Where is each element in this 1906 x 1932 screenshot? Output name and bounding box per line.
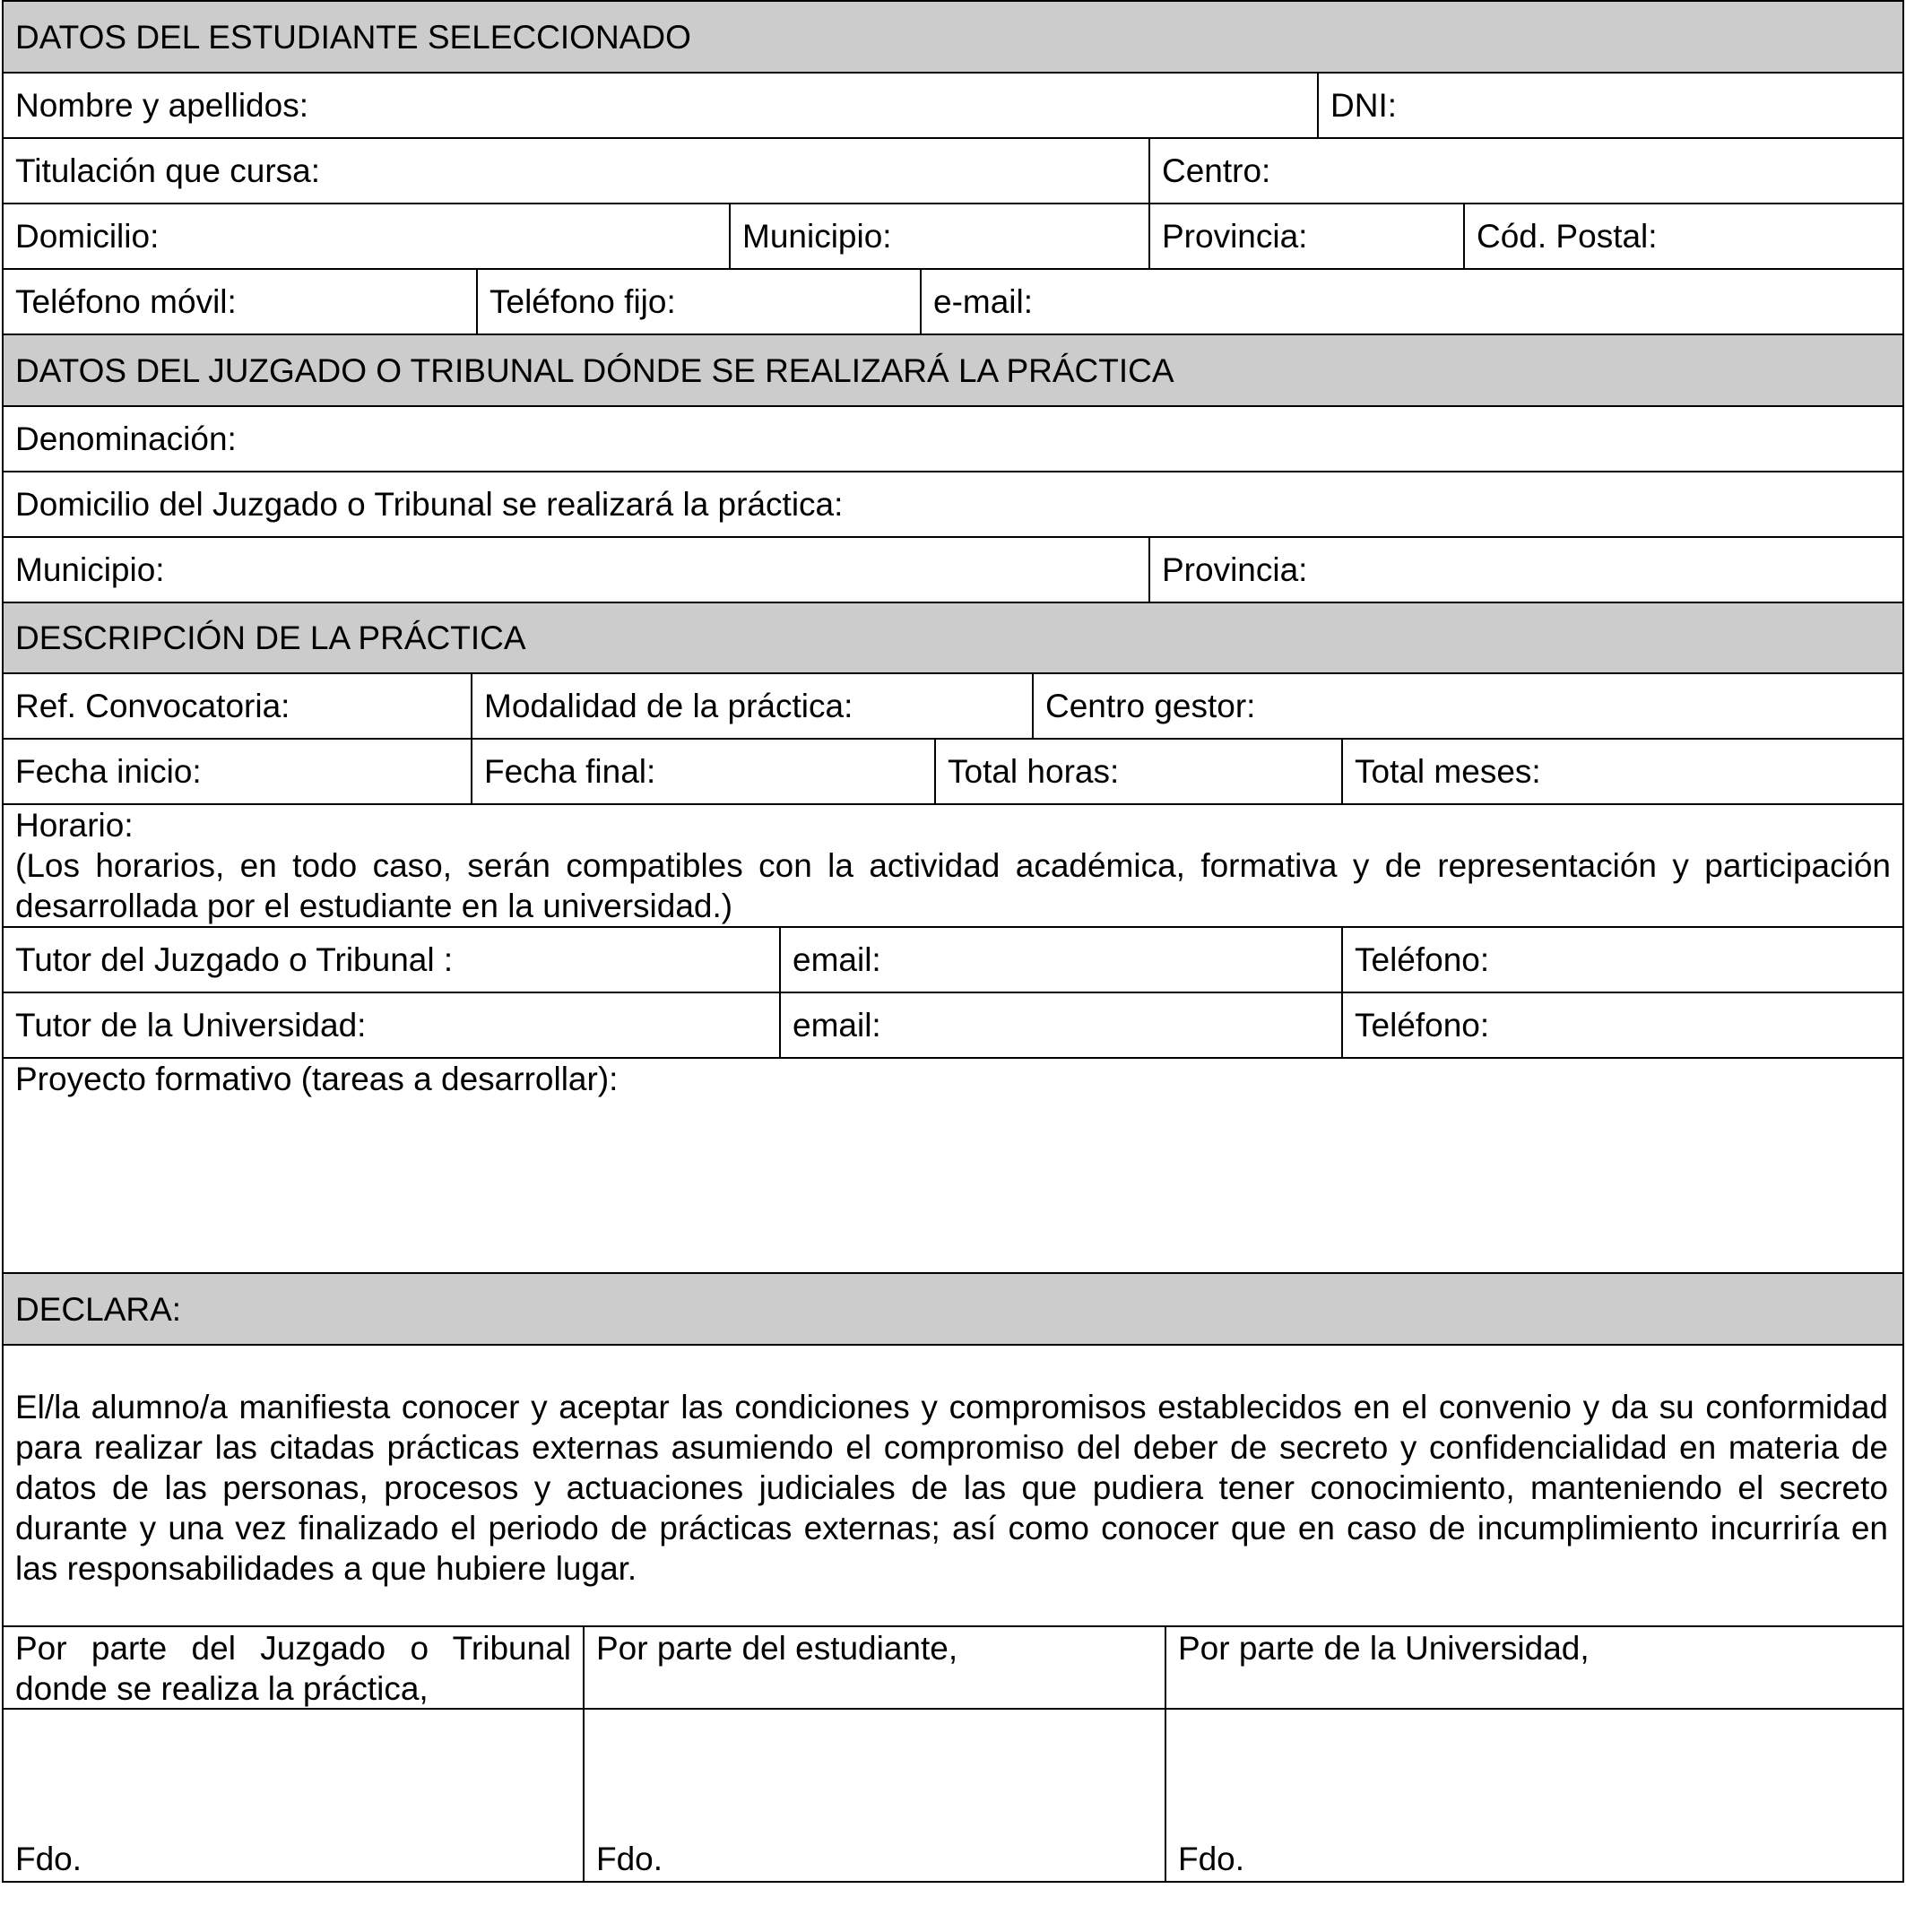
- signature-university-box[interactable]: [1165, 1708, 1904, 1881]
- student-landline-label: Teléfono fijo:: [489, 283, 676, 320]
- practice-project-label: Proyecto formativo (tareas a desarrollar):: [15, 1061, 619, 1097]
- student-name-label: Nombre y apellidos:: [15, 87, 308, 124]
- signature-university-label-cell: [1165, 1625, 1904, 1708]
- court-tutor-email-label: email:: [793, 941, 881, 978]
- student-mobile-field[interactable]: [2, 268, 476, 334]
- declaration-row: [2, 1344, 1904, 1625]
- student-row-address: [2, 203, 1904, 268]
- practice-schedule-text: [4, 805, 1902, 926]
- court-tutor-email-field[interactable]: [779, 926, 1341, 992]
- student-postal-code-field[interactable]: [1463, 203, 1904, 268]
- student-row-phones: [2, 268, 1904, 334]
- practice-total-hours-label: Total horas:: [948, 753, 1120, 790]
- practice-modality-field[interactable]: [471, 672, 1032, 738]
- student-section-title: DATOS DEL ESTUDIANTE SELECCIONADO: [15, 18, 691, 56]
- practice-row-dates: [2, 738, 1904, 803]
- court-municipality-field[interactable]: [2, 536, 1148, 602]
- practice-project-field[interactable]: [2, 1057, 1904, 1272]
- signature-boxes-row: [2, 1708, 1904, 1881]
- univ-tutor-phone-label: Teléfono:: [1355, 1007, 1490, 1044]
- practice-row-ref: [2, 672, 1904, 738]
- practice-start-date-label: Fecha inicio:: [15, 753, 202, 790]
- student-province-field[interactable]: [1148, 203, 1463, 268]
- practice-managing-center-field[interactable]: [1032, 672, 1904, 738]
- court-section-header: [2, 334, 1904, 405]
- student-mobile-label: Teléfono móvil:: [15, 283, 237, 320]
- practice-total-hours-field[interactable]: [934, 738, 1341, 803]
- court-tutor-phone-field[interactable]: [1341, 926, 1904, 992]
- student-email-label: e-mail:: [933, 283, 1034, 320]
- practice-schedule-note: (Los horarios, en todo caso, serán compatibles con la actividad académica, formativa y de representación y participación desarrollada por el estudiante en la universidad.): [15, 847, 1891, 924]
- court-row-denomination: [2, 405, 1904, 471]
- signature-university-label: Por parte de la Universidad,: [1178, 1630, 1590, 1667]
- signature-university-fdo: Fdo.: [1178, 1841, 1245, 1877]
- student-center-field[interactable]: [1148, 137, 1904, 203]
- student-municipality-field[interactable]: [729, 203, 1148, 268]
- court-tutor-label: Tutor del Juzgado o Tribunal :: [15, 941, 454, 978]
- practice-section: [2, 602, 1904, 672]
- student-center-label: Centro:: [1162, 152, 1271, 189]
- practice-ref-label: Ref. Convocatoria:: [15, 688, 290, 724]
- signature-student-fdo: Fdo.: [596, 1841, 663, 1877]
- practice-row-project: [2, 1057, 1904, 1272]
- practice-modality-label: Modalidad de la práctica:: [484, 688, 853, 724]
- student-address-label: Domicilio:: [15, 218, 160, 255]
- practice-section-header: [2, 602, 1904, 672]
- univ-tutor-field[interactable]: [2, 992, 779, 1057]
- signature-labels-row: [2, 1625, 1904, 1708]
- practice-managing-center-label: Centro gestor:: [1045, 688, 1256, 724]
- signature-court-label-cell: [2, 1625, 583, 1708]
- court-address-label: Domicilio del Juzgado o Tribunal se realizará la práctica:: [15, 486, 844, 523]
- practice-row-court-tutor: [2, 926, 1904, 992]
- court-denomination-label: Denominación:: [15, 420, 237, 457]
- practice-total-months-field[interactable]: [1341, 738, 1904, 803]
- practice-row-schedule: [2, 803, 1904, 926]
- signature-student-label-cell: [583, 1625, 1165, 1708]
- student-row-name: [2, 72, 1904, 137]
- signature-court-box[interactable]: [2, 1708, 583, 1881]
- univ-tutor-label: Tutor de la Universidad:: [15, 1007, 367, 1044]
- signature-student-box[interactable]: [583, 1708, 1165, 1881]
- univ-tutor-phone-field[interactable]: [1341, 992, 1904, 1057]
- court-address-field[interactable]: [2, 471, 1904, 536]
- court-municipality-label: Municipio:: [15, 551, 165, 588]
- court-section-title: DATOS DEL JUZGADO O TRIBUNAL DÓNDE SE REALIZARÁ LA PRÁCTICA: [15, 351, 1174, 389]
- practice-section-title: DESCRIPCIÓN DE LA PRÁCTICA: [15, 619, 526, 656]
- student-degree-label: Titulación que cursa:: [15, 152, 321, 189]
- signature-court-label: Por parte del Juzgado o Tribunal donde se realiza la práctica,: [15, 1630, 571, 1707]
- student-postal-code-label: Cód. Postal:: [1477, 218, 1658, 255]
- univ-tutor-email-field[interactable]: [779, 992, 1341, 1057]
- student-email-field[interactable]: [920, 268, 1904, 334]
- student-dni-label: DNI:: [1330, 87, 1397, 124]
- declares-section-header: [2, 1272, 1904, 1344]
- student-address-field[interactable]: [2, 203, 729, 268]
- court-section: [2, 334, 1904, 405]
- declaration-text: El/la alumno/a manifiesta conocer y aceptar las condiciones y compromisos establecidos en el convenio y da su conformidad para realizar las citadas prácticas externas asumiendo el compromiso del deber de secreto y confidencialidad en materia de datos de las personas, procesos y actuaciones judiciales de las que pudiera tener conocimiento, manteniendo el secreto durante y una vez finalizado el periodo de prácticas externas; así como conocer que en caso de incumplimiento incurriría en las responsabilidades a que hubiere lugar.: [15, 1389, 1888, 1587]
- practice-schedule-field[interactable]: [2, 803, 1904, 926]
- student-dni-field[interactable]: [1317, 72, 1904, 137]
- practice-row-univ-tutor: [2, 992, 1904, 1057]
- court-tutor-field[interactable]: [2, 926, 779, 992]
- court-denomination-field[interactable]: [2, 405, 1904, 471]
- practice-ref-field[interactable]: [2, 672, 471, 738]
- practice-end-date-label: Fecha final:: [484, 753, 656, 790]
- student-degree-field[interactable]: [2, 137, 1148, 203]
- univ-tutor-email-label: email:: [793, 1007, 881, 1044]
- student-name-field[interactable]: [2, 72, 1317, 137]
- student-municipality-label: Municipio:: [742, 218, 892, 255]
- court-province-label: Provincia:: [1162, 551, 1308, 588]
- signature-court-fdo: Fdo.: [15, 1841, 82, 1877]
- student-section: [2, 0, 1904, 72]
- student-province-label: Provincia:: [1162, 218, 1308, 255]
- practice-end-date-field[interactable]: [471, 738, 934, 803]
- student-section-header: [2, 0, 1904, 72]
- student-row-degree: [2, 137, 1904, 203]
- form-bottom-border: [2, 1881, 1904, 1883]
- declares-section-title: DECLARA:: [15, 1290, 182, 1328]
- declaration-cell: [2, 1344, 1904, 1625]
- signature-student-label: Por parte del estudiante,: [596, 1630, 958, 1667]
- declares-section: [2, 1272, 1904, 1344]
- court-province-field[interactable]: [1148, 536, 1904, 602]
- student-landline-field[interactable]: [476, 268, 920, 334]
- court-tutor-phone-label: Teléfono:: [1355, 941, 1490, 978]
- practice-total-months-label: Total meses:: [1355, 753, 1541, 790]
- court-row-location: [2, 536, 1904, 602]
- practice-schedule-label: Horario:: [15, 807, 134, 844]
- court-row-address: [2, 471, 1904, 536]
- practice-start-date-field[interactable]: [2, 738, 471, 803]
